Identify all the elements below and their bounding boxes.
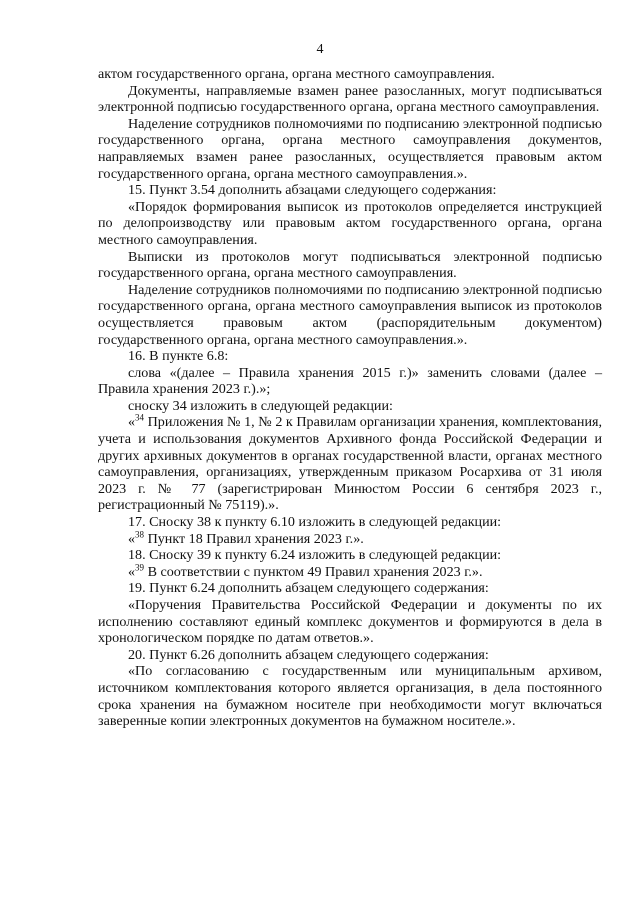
quote-open: « xyxy=(128,530,136,547)
quote-open: « xyxy=(128,563,136,580)
paragraph: 17. Сноску 38 к пункту 6.10 изложить в следующей редакции: xyxy=(128,514,502,531)
paragraph: сноску 34 изложить в следующей редакции: xyxy=(128,397,393,414)
paragraph: 20. Пункт 6.26 дополнить абзацем следующего содержания: xyxy=(128,646,489,663)
footnote-marker: 34 xyxy=(135,412,145,423)
quote-open: « xyxy=(128,414,136,431)
document-body xyxy=(98,66,602,730)
paragraph: Выписки из протоколов могут подписываться электронной подписью государственного органа, органа местного самоуправления. xyxy=(98,248,602,282)
paragraph: Документы, направляемые взамен ранее разосланных, могут подписываться электронной подписью государственного органа, органа местного самоуправления. xyxy=(98,82,602,116)
paragraph: 18. Сноску 39 к пункту 6.24 изложить в следующей редакции: xyxy=(128,547,502,564)
paragraph: «Порядок формирования выписок из протоколов определяется инструкцией по делопроизводству или правовым актом государственного органа, органа местного самоуправления. xyxy=(98,198,602,248)
paragraph: 19. Пункт 6.24 дополнить абзацем следующего содержания: xyxy=(128,580,489,597)
paragraph: «Поручения Правительства Российской Федерации и документы по их исполнению составляют единый комплекс документов и формируются в дела в хронологическом порядке по датам ответов.». xyxy=(98,597,602,647)
footnote-paragraph xyxy=(98,414,602,514)
paragraph-text: В соответствии с пунктом 49 Правил хранения 2023 г.». xyxy=(144,563,483,580)
paragraph: слова «(далее – Правила хранения 2015 г.)» заменить словами (далее – Правила хранения 2023 г.).»; xyxy=(98,364,602,398)
footnote-paragraph xyxy=(98,528,602,548)
paragraph-text: Приложения № 1, № 2 к Правилам организации хранения, комплектования, учета и использования документов Архивного фонда Российской Федерации и других архивных документов в органах государственной власти, органах местного самоуправления, организациях, утвержденным приказом Росархива от 31 июля 2023 г. № 77 (зарегистрирован Минюстом России 6 сентября 2023 г., регистрационный № 75119).». xyxy=(98,414,602,514)
footnote-marker: 39 xyxy=(135,562,145,573)
paragraph: «По согласованию с государственным или муниципальным архивом, источником комплектования которого является организация, в дела постоянного срока хранения на бумажном носителе при необходимости могут включаться заверенные копии электронных документов на бумажном носителе.». xyxy=(98,663,602,730)
page-number: 4 xyxy=(316,42,324,57)
paragraph: актом государственного органа, органа местного самоуправления. xyxy=(98,66,495,82)
paragraph: Наделение сотрудников полномочиями по подписанию электронной подписью государственного органа, органа местного самоуправления документов, направляемых взамен ранее разосланных, осуществляется правовым актом государственного органа, органа местного самоуправления.». xyxy=(98,115,602,182)
footnote-paragraph xyxy=(98,564,602,581)
paragraph: 15. Пункт 3.54 дополнить абзацами следующего содержания: xyxy=(128,182,497,199)
paragraph: Наделение сотрудников полномочиями по подписанию электронной подписью государственного органа, органа местного самоуправления выписок из протоколов осуществляется правовым актом (распорядительным документом) государственного органа, органа местного самоуправления.». xyxy=(98,281,602,348)
paragraph-text: Пункт 18 Правил хранения 2023 г.». xyxy=(144,530,364,547)
paragraph: 16. В пункте 6.8: xyxy=(128,348,229,365)
footnote-marker: 38 xyxy=(135,528,145,539)
